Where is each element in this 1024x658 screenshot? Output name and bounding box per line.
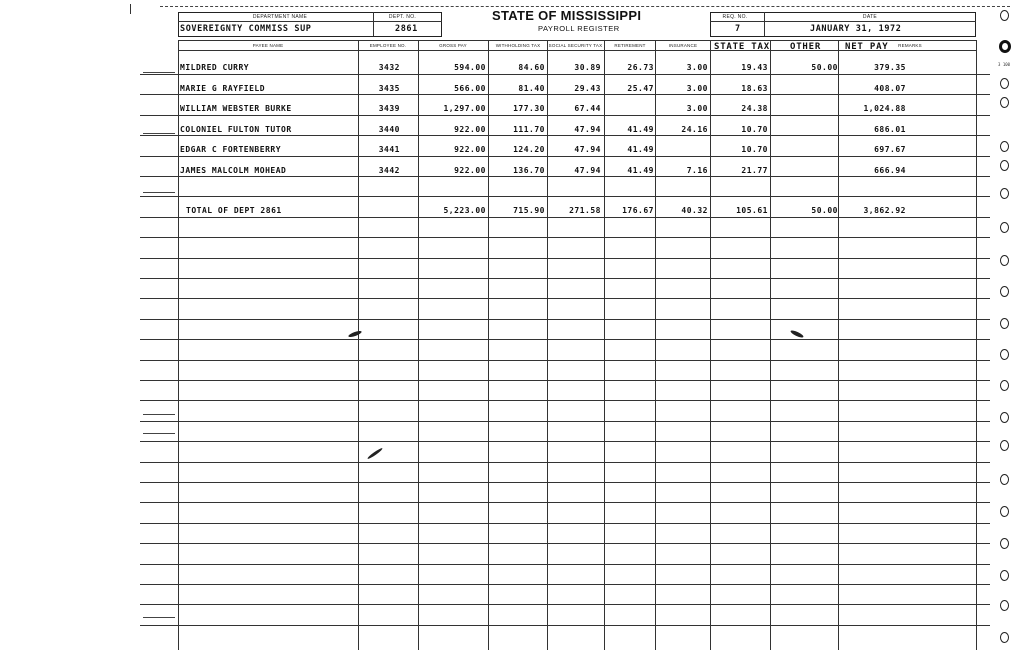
total-social-security: 271.58 [569,206,601,215]
state-tax-cell: 19.43 [741,63,768,72]
retirement-cell: 41.49 [627,166,654,175]
grid-column-line [770,40,771,650]
gross-pay-cell: 922.00 [454,125,486,134]
margin-code: 3 100 [998,62,1011,67]
form-subtitle: PAYROLL REGISTER [538,24,620,33]
dept-no-label: DEPT. NO. [388,14,417,20]
feed-hole [1000,10,1009,21]
feed-hole [1000,506,1009,517]
feed-hole [1000,97,1009,108]
col-other: OTHER [790,42,822,52]
grid-row-line [140,482,990,483]
net-pay-cell: 379.35 [874,63,906,72]
grid-row-line [140,604,990,605]
feed-hole [1000,318,1009,329]
other-cell: 50.00 [811,63,838,72]
net-pay-cell: 1,024.88 [863,104,906,113]
total-withholding: 715.90 [513,206,545,215]
gross-pay-cell: 922.00 [454,166,486,175]
margin-tick [143,414,175,415]
grid-row-line [140,319,990,320]
social-security-tax-cell: 47.94 [574,166,601,175]
withholding-tax-cell: 177.30 [513,104,545,113]
payee-name-cell: MILDRED CURRY [180,63,250,72]
grid-row-line [140,156,990,157]
social-security-tax-cell: 47.94 [574,125,601,134]
feed-hole [1000,474,1009,485]
payee-name-cell: EDGAR C FORTENBERRY [180,145,282,154]
req-no-value: 7 [735,24,741,34]
col-employee-no: EMPLOYEE NO. [369,43,407,48]
grid-row-line [140,400,990,401]
grid-row-line [140,115,990,116]
grid-column-line [178,40,179,650]
department-name-label: DEPARTMENT NAME [252,14,308,20]
net-pay-cell: 697.67 [874,145,906,154]
feed-hole [1000,349,1009,360]
grid-row-line [140,94,990,95]
grid-row-line [140,196,990,197]
employee-no-cell: 3442 [378,166,400,175]
payee-name-cell: MARIE G RAYFIELD [180,84,266,93]
social-security-tax-cell: 47.94 [574,145,601,154]
net-pay-cell: 408.07 [874,84,906,93]
employee-no-cell: 3440 [378,125,400,134]
col-retirement: RETIREMENT [614,43,646,48]
payee-name-cell: WILLIAM WEBSTER BURKE [180,104,292,113]
insurance-cell: 24.16 [681,125,708,134]
grid-row-line [140,74,990,75]
req-no-label: REQ. NO. [722,14,748,20]
grid-row-line [140,339,990,340]
header-divider [373,12,374,36]
total-state-tax: 105.61 [736,206,768,215]
retirement-cell: 25.47 [627,84,654,93]
payee-name-cell: COLONIEL FULTON TUTOR [180,125,292,134]
feed-hole [1000,286,1009,297]
grid-row-line [140,462,990,463]
grid-row-line [140,441,990,442]
col-net-pay: NET PAY [845,42,889,52]
total-other: 50.00 [811,206,838,215]
feed-hole [1000,255,1009,266]
ink-smudge [348,330,363,339]
withholding-tax-cell: 81.40 [518,84,545,93]
employee-no-cell: 3441 [378,145,400,154]
gross-pay-cell: 566.00 [454,84,486,93]
feed-hole [1000,440,1009,451]
employee-no-cell: 3432 [378,63,400,72]
grid-row-line [140,625,990,626]
employee-no-cell: 3439 [378,104,400,113]
grid-row-line [140,380,990,381]
retirement-cell: 41.49 [627,145,654,154]
feed-hole [1000,412,1009,423]
grid-row-line [140,564,990,565]
col-gross-pay: GROSS PAY [439,43,467,48]
total-insurance: 40.32 [681,206,708,215]
gross-pay-cell: 922.00 [454,145,486,154]
margin-tick [143,133,175,134]
gross-pay-cell: 1,297.00 [443,104,486,113]
grid-row-line [140,543,990,544]
payee-name-cell: JAMES MALCOLM MOHEAD [180,166,287,175]
feed-hole [1000,380,1009,391]
ink-smudge [790,329,804,339]
grid-row-line [140,237,990,238]
withholding-tax-cell: 84.60 [518,63,545,72]
dept-no-value: 2861 [395,24,418,34]
col-remarks: REMARKS [898,43,922,48]
feed-hole [1000,538,1009,549]
total-retirement: 176.67 [622,206,654,215]
social-security-tax-cell: 67.44 [574,104,601,113]
insurance-cell: 3.00 [686,84,708,93]
ink-smudge [367,447,383,460]
grid-row-line [140,523,990,524]
social-security-tax-cell: 30.89 [574,63,601,72]
margin-tick [143,72,175,73]
grid-row-line [140,176,990,177]
feed-hole [1000,160,1009,171]
margin-tick [143,617,175,618]
state-tax-cell: 24.38 [741,104,768,113]
total-gross: 5,223.00 [443,206,486,215]
gross-pay-cell: 594.00 [454,63,486,72]
header-rule [178,21,442,22]
withholding-tax-cell: 124.20 [513,145,545,154]
grid-row-line [140,360,990,361]
grid-row-line [140,502,990,503]
header-rule-right [710,21,976,22]
insurance-cell: 3.00 [686,63,708,72]
retirement-cell: 41.49 [627,125,654,134]
grid-row-line [140,258,990,259]
state-tax-cell: 10.70 [741,125,768,134]
feed-hole [1000,632,1009,643]
social-security-tax-cell: 29.43 [574,84,601,93]
column-header-top-rule [178,40,976,41]
feed-hole [1000,141,1009,152]
total-label: TOTAL OF DEPT 2861 [186,206,282,215]
grid-row-line [140,421,990,422]
header-divider-right [764,12,765,36]
employee-no-cell: 3435 [378,84,400,93]
withholding-tax-cell: 136.70 [513,166,545,175]
margin-mark [130,4,131,14]
grid-row-line [140,135,990,136]
net-pay-cell: 666.94 [874,166,906,175]
grid-column-line [418,40,419,650]
retirement-cell: 26.73 [627,63,654,72]
grid-row-line [140,217,990,218]
date-value: JANUARY 31, 1972 [810,24,902,34]
department-name-value: SOVEREIGNTY COMMISS SUP [180,24,312,34]
grid-row-line [140,298,990,299]
grid-column-line [976,40,977,650]
net-pay-cell: 686.01 [874,125,906,134]
feed-hole [1000,570,1009,581]
grid-column-line [710,40,711,650]
feed-hole [1000,188,1009,199]
withholding-tax-cell: 111.70 [513,125,545,134]
grid-row-line [140,278,990,279]
feed-hole [1000,78,1009,89]
state-tax-cell: 21.77 [741,166,768,175]
margin-tick [143,433,175,434]
feed-hole [1000,222,1009,233]
margin-tick [143,192,175,193]
col-payee-name: PAYEE NAME [252,43,284,48]
state-tax-cell: 18.63 [741,84,768,93]
insurance-cell: 3.00 [686,104,708,113]
feed-hole-large [999,40,1011,53]
grid-column-line [358,40,359,650]
state-tax-cell: 10.70 [741,145,768,154]
date-label: DATE [862,14,878,20]
grid-row-line [140,584,990,585]
insurance-cell: 7.16 [686,166,708,175]
form-title: STATE OF MISSISSIPPI [492,8,642,23]
col-insurance: INSURANCE [668,43,698,48]
total-net-pay: 3,862.92 [863,206,906,215]
feed-hole [1000,600,1009,611]
col-state-tax: STATE TAX [714,42,770,52]
col-withholding-tax: WITHHOLDING TAX [495,43,541,48]
col-social-security-tax: SOCIAL SECURITY TAX [548,43,603,48]
